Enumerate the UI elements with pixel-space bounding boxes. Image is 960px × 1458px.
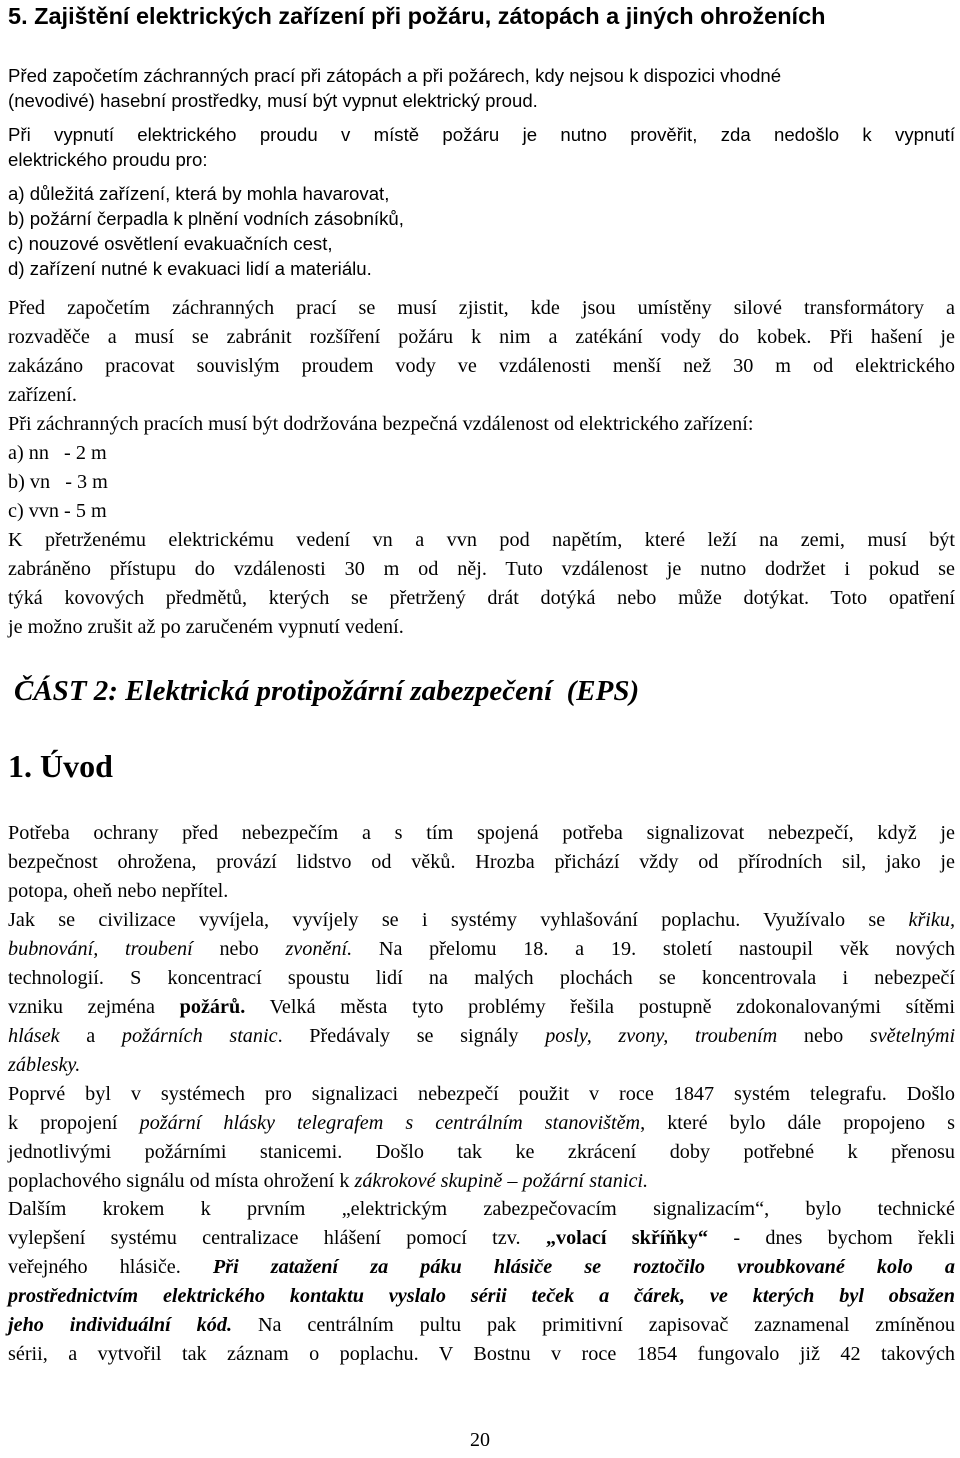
- text-run: poplachového signálu od místa ohrožení k: [8, 1170, 350, 1192]
- text-run: Jak se civilizace vyvíjela, vyvíjely se i systémy vyhlašování poplachu. Využívalo se: [8, 909, 886, 931]
- emphasis: křiku,: [908, 909, 956, 931]
- emphasis: světelnými: [869, 1025, 956, 1047]
- emphasis: posly, zvony, troubením: [545, 1025, 778, 1047]
- text-line: [8, 1311, 955, 1340]
- emphasis: bubnování, troubení: [8, 938, 193, 960]
- list-item: b) vn - 3 m: [8, 471, 108, 493]
- text-line: Před započetím záchranných prací se musí zjistit, kde jsou umístěny silové transformátory a: [8, 297, 955, 319]
- text-line: [8, 906, 955, 935]
- section5-paragraph-4: [8, 410, 955, 439]
- section-heading: 5. Zajištění elektrických zařízení při požáru, zátopách a jiných ohroženích: [8, 3, 826, 29]
- text-line: sérii, a vytvořil tak záznam o poplachu. V Bostnu v roce 1854 fungovalo již 42 takových: [8, 1343, 955, 1365]
- text-line: [8, 935, 955, 964]
- list-item: a) důležitá zařízení, která by mohla havarovat,: [8, 183, 390, 204]
- text-run: , které bylo dále propojeno s: [640, 1112, 955, 1134]
- text-line: [8, 1051, 955, 1080]
- section5-paragraph-1: [8, 63, 955, 113]
- text-line: [8, 993, 955, 1022]
- text-run: vylepšení systému centralizace hlášení pomocí tzv.: [8, 1227, 521, 1249]
- text-run: Velká města tyto problémy řešila postupně zdokonalovanými sítěmi: [269, 996, 955, 1018]
- text-line: [8, 1022, 955, 1051]
- text-line: elektrického proudu pro:: [8, 149, 208, 170]
- text-line: potopa, oheň nebo nepřítel.: [8, 880, 229, 902]
- intro-paragraph-3: [8, 1080, 955, 1196]
- page-number: 20: [470, 1429, 490, 1451]
- text-line: rozvaděče a musí se zabránit rozšíření požáru k nim a zatékání vody do kobek. Při hašení je: [8, 326, 955, 348]
- strong-emphasis: Při zatažení za páku hlásiče se roztočilo vroubkované kolo a: [212, 1256, 955, 1278]
- text-line: bezpečnost ohrožena, provází lidstvo od věků. Hrozba přichází vždy od přírodních sil, jako je: [8, 851, 955, 873]
- distance-list: [8, 439, 955, 526]
- emphasis: hlásek: [8, 1025, 60, 1047]
- strong: požárů.: [179, 996, 246, 1018]
- section5-paragraph-2: [8, 122, 955, 172]
- text-line: je možno zrušit až po zaručeném vypnutí vedení.: [8, 616, 404, 638]
- emphasis: zvonění.: [285, 938, 353, 960]
- text-line: zabráněno přístupu do vzdálenosti 30 m od něj. Tuto vzdálenost je nutno dodržet i pokud se: [8, 558, 955, 580]
- text-run: nebo: [803, 1025, 844, 1047]
- section5-paragraph-5: [8, 526, 955, 642]
- section5-paragraph-3: [8, 294, 955, 410]
- text-line: zařízení.: [8, 384, 77, 406]
- text-line: Při vypnutí elektrického proudu v místě požáru je nutno prověřit, zda nedošlo k vypnutí: [8, 124, 955, 145]
- list-item: c) vvn - 5 m: [8, 500, 107, 522]
- text-line: Při záchranných pracích musí být dodržována bezpečná vzdálenost od elektrického zařízení:: [8, 413, 754, 435]
- text-line: [8, 1109, 955, 1138]
- text-line: [8, 1224, 955, 1253]
- emphasis: záblesky.: [8, 1054, 81, 1076]
- text-line: jednotlivými požárními stanicemi. Došlo tak ke zkrácení doby potřebné k přenosu: [8, 1141, 955, 1163]
- power-items-list: [8, 181, 955, 281]
- text-run: vzniku zejména: [8, 996, 155, 1018]
- text-run: . Předávaly se signály: [277, 1025, 519, 1047]
- text-run: veřejného hlásiče.: [8, 1256, 181, 1278]
- text-line: Potřeba ochrany před nebezpečím a s tím spojená potřeba signalizovat nebezpečí, když je: [8, 822, 955, 844]
- section-title: 1. Úvod: [8, 748, 113, 784]
- list-item: a) nn - 2 m: [8, 442, 107, 464]
- text-line: [8, 1253, 955, 1282]
- text-line: týká kovových předmětů, kterých se přetržený drát dotýká nebo může dotýkat. Toto opatření: [8, 587, 955, 609]
- text-run: Na přelomu 18. a 19. století nastoupil věk nových: [378, 938, 956, 960]
- text-line: [8, 1167, 955, 1196]
- strong-emphasis: prostřednictvím elektrického kontaktu vyslalo sérii teček a čárek, ve kterých byl obsažen: [8, 1285, 955, 1307]
- intro-paragraph-4: [8, 1195, 955, 1369]
- emphasis: požární hlásky telegrafem s centrálním stanovištěm: [139, 1112, 641, 1134]
- emphasis: zákrokové skupině – požární stanici.: [354, 1170, 649, 1192]
- list-item: b) požární čerpadla k plnění vodních zásobníků,: [8, 208, 404, 229]
- text-line: zakázáno pracovat souvislým proudem vody ve vzdálenosti menší než 30 m od elektrického: [8, 355, 955, 377]
- text-line: Před započetím záchranných prací při zátopách a při požárech, kdy nejsou k dispozici vhodné: [8, 65, 782, 86]
- text-line: Poprvé byl v systémech pro signalizaci nebezpečí použit v roce 1847 systém telegrafu. Došlo: [8, 1083, 955, 1105]
- text-line: technologií. S koncentrací spoustu lidí na malých plochách se koncentrovala i nebezpečí: [8, 967, 955, 989]
- list-item: d) zařízení nutné k evakuaci lidí a materiálu.: [8, 258, 372, 279]
- text-line: (nevodivé) hasební prostředky, musí být vypnut elektrický proud.: [8, 90, 538, 111]
- text-line: K přetrženému elektrickému vedení vn a vvn pod napětím, které leží na zemi, musí být: [8, 529, 955, 551]
- text-run: a: [86, 1025, 96, 1047]
- text-run: k propojení: [8, 1112, 118, 1134]
- list-item: c) nouzové osvětlení evakuačních cest,: [8, 233, 333, 254]
- text-line: [8, 1282, 955, 1311]
- text-line: Dalším krokem k prvním „elektrickým zabezpečovacím signalizacím“, bylo technické: [8, 1198, 955, 1220]
- intro-paragraph-1: [8, 819, 955, 906]
- emphasis: požárních stanic: [121, 1025, 278, 1047]
- intro-paragraph-2: [8, 906, 955, 1080]
- part-title: ČÁST 2: Elektrická protipožární zabezpečení (EPS): [14, 675, 640, 707]
- text-run: nebo: [219, 938, 259, 960]
- text-run: Na centrálním pultu pak primitivní zapisovač zaznamenal zmíněnou: [257, 1314, 956, 1336]
- text-run: - dnes bychom řekli: [733, 1227, 956, 1249]
- strong-emphasis: jeho individuální kód.: [8, 1314, 233, 1336]
- strong: „volací skříňky“: [545, 1227, 709, 1249]
